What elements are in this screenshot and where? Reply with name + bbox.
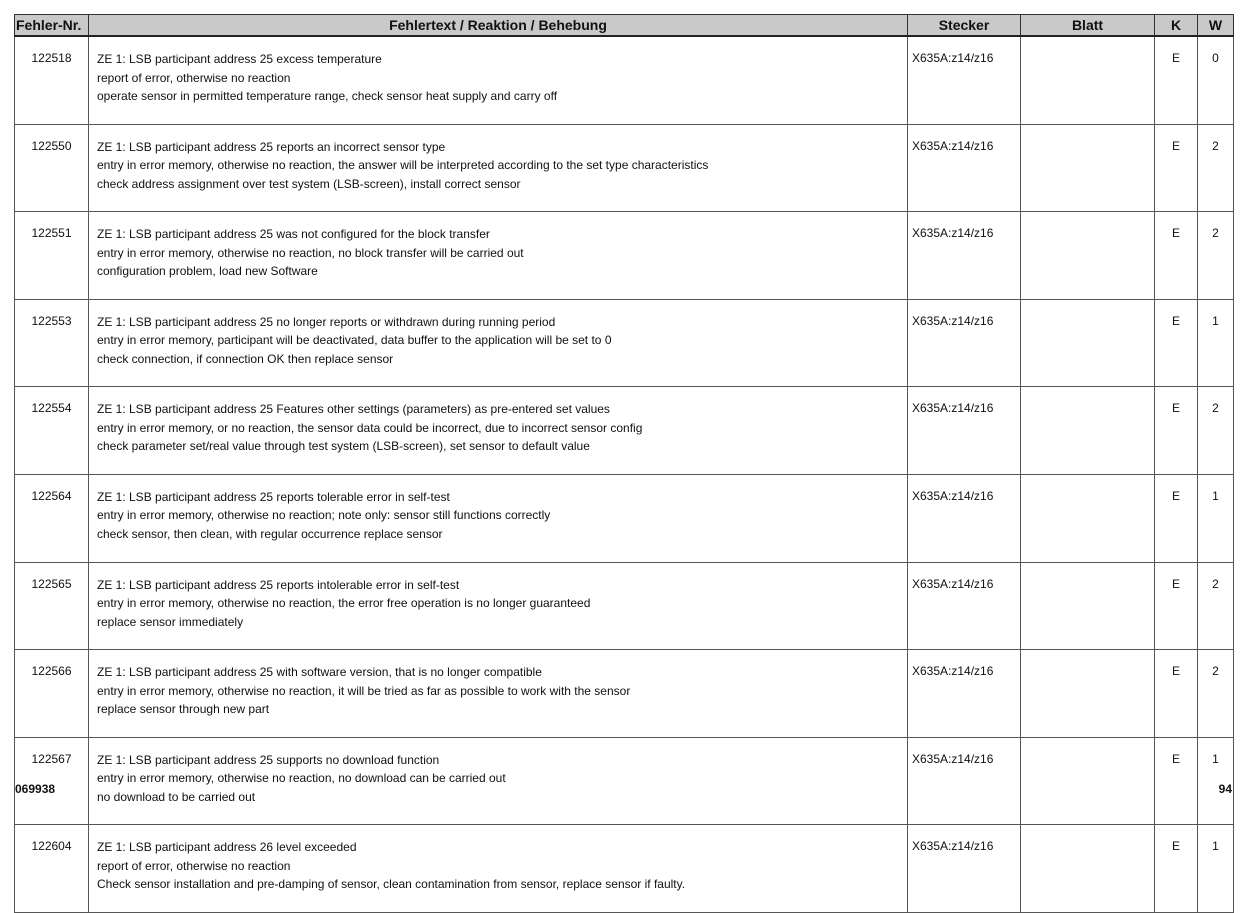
fault-description bbox=[89, 387, 908, 475]
table-row bbox=[15, 650, 1234, 738]
header-fehler-nr: Fehler-Nr. bbox=[15, 15, 89, 37]
fault-remedy: replace sensor through new part bbox=[97, 702, 270, 717]
fault-number: 122566 bbox=[15, 650, 89, 738]
fault-remedy: operate sensor in permitted temperature range, check sensor heat supply and carry off bbox=[97, 89, 558, 103]
fault-reaction: entry in error memory, or no reaction, the sensor data could be incorrect, due to incorrect sensor config bbox=[97, 420, 643, 435]
fault-text: ZE 1: LSB participant address 25 no longer reports or withdrawn during running period bbox=[97, 314, 556, 329]
fault-number: 122551 bbox=[15, 212, 89, 300]
weight-w: 1 bbox=[1198, 474, 1234, 562]
header-blatt: Blatt bbox=[1021, 15, 1155, 37]
fault-remedy: replace sensor immediately bbox=[97, 614, 244, 629]
class-k: E bbox=[1155, 387, 1198, 475]
weight-w: 2 bbox=[1198, 562, 1234, 650]
fault-remedy: check parameter set/real value through test system (LSB-screen), set sensor to default value bbox=[97, 439, 590, 454]
connector: X635A:z14/z16 bbox=[908, 299, 1021, 387]
weight-w: 2 bbox=[1198, 212, 1234, 300]
fault-text: ZE 1: LSB participant address 26 level exceeded bbox=[97, 840, 357, 855]
header-w: W bbox=[1198, 15, 1234, 37]
table-row bbox=[15, 825, 1234, 913]
page-number: 94 bbox=[1218, 782, 1232, 796]
fault-description bbox=[89, 562, 908, 650]
fault-text: ZE 1: LSB participant address 25 supports no download function bbox=[97, 752, 440, 767]
connector: X635A:z14/z16 bbox=[908, 825, 1021, 913]
sheet bbox=[1021, 562, 1155, 650]
document-number: 069938 bbox=[15, 782, 56, 796]
fault-remedy: check sensor, then clean, with regular occurrence replace sensor bbox=[97, 526, 443, 541]
weight-w: 0 bbox=[1198, 36, 1234, 124]
table-header-row bbox=[15, 15, 1234, 37]
fault-description bbox=[89, 299, 908, 387]
fault-text: ZE 1: LSB participant address 25 reports tolerable error in self-test bbox=[97, 489, 450, 504]
fault-description bbox=[89, 36, 908, 124]
fault-remedy: configuration problem, load new Software bbox=[97, 264, 318, 279]
weight-w: 2 bbox=[1198, 124, 1234, 212]
fault-text: ZE 1: LSB participant address 25 excess temperature bbox=[97, 52, 382, 66]
fault-number: 122518 bbox=[15, 36, 89, 124]
fault-text: ZE 1: LSB participant address 25 reports an incorrect sensor type bbox=[97, 139, 446, 154]
fault-reaction: entry in error memory, otherwise no reaction, no block transfer will be carried out bbox=[97, 245, 524, 260]
table-row bbox=[15, 212, 1234, 300]
table-row bbox=[15, 124, 1234, 212]
class-k: E bbox=[1155, 124, 1198, 212]
fault-description bbox=[89, 474, 908, 562]
table-row bbox=[15, 387, 1234, 475]
class-k: E bbox=[1155, 650, 1198, 738]
fault-code-table bbox=[14, 14, 1234, 913]
sheet bbox=[1021, 387, 1155, 475]
header-fehlertext: Fehlertext / Reaktion / Behebung bbox=[89, 15, 908, 37]
fault-description bbox=[89, 737, 908, 825]
class-k: E bbox=[1155, 212, 1198, 300]
fault-remedy: check connection, if connection OK then replace sensor bbox=[97, 351, 394, 366]
weight-w: 1 bbox=[1198, 299, 1234, 387]
sheet bbox=[1021, 474, 1155, 562]
fault-number: 122550 bbox=[15, 124, 89, 212]
connector: X635A:z14/z16 bbox=[908, 36, 1021, 124]
fault-number: 122567 bbox=[15, 737, 89, 825]
connector: X635A:z14/z16 bbox=[908, 562, 1021, 650]
class-k: E bbox=[1155, 36, 1198, 124]
class-k: E bbox=[1155, 825, 1198, 913]
fault-text: ZE 1: LSB participant address 25 reports intolerable error in self-test bbox=[97, 577, 460, 592]
sheet bbox=[1021, 212, 1155, 300]
connector: X635A:z14/z16 bbox=[908, 737, 1021, 825]
sheet bbox=[1021, 299, 1155, 387]
fault-reaction: report of error, otherwise no reaction bbox=[97, 858, 291, 873]
class-k: E bbox=[1155, 562, 1198, 650]
fault-reaction: entry in error memory, otherwise no reaction, it will be tried as far as possible to work with the sensor bbox=[97, 683, 631, 698]
connector: X635A:z14/z16 bbox=[908, 474, 1021, 562]
fault-number: 122554 bbox=[15, 387, 89, 475]
connector: X635A:z14/z16 bbox=[908, 212, 1021, 300]
connector: X635A:z14/z16 bbox=[908, 650, 1021, 738]
fault-reaction: entry in error memory, otherwise no reaction, the answer will be interpreted according to the set type characteristics bbox=[97, 158, 709, 173]
table-row bbox=[15, 562, 1234, 650]
sheet bbox=[1021, 650, 1155, 738]
class-k: E bbox=[1155, 737, 1198, 825]
fault-text: ZE 1: LSB participant address 25 was not configured for the block transfer bbox=[97, 227, 490, 242]
weight-w: 2 bbox=[1198, 387, 1234, 475]
fault-text: ZE 1: LSB participant address 25 Features other settings (parameters) as pre-entered set values bbox=[97, 402, 610, 417]
table-row bbox=[15, 299, 1234, 387]
header-k: K bbox=[1155, 15, 1198, 37]
fault-text: ZE 1: LSB participant address 25 with software version, that is no longer compatible bbox=[97, 665, 542, 680]
sheet bbox=[1021, 737, 1155, 825]
header-stecker: Stecker bbox=[908, 15, 1021, 37]
sheet bbox=[1021, 825, 1155, 913]
table-row bbox=[15, 474, 1234, 562]
class-k: E bbox=[1155, 299, 1198, 387]
fault-description bbox=[89, 825, 908, 913]
sheet bbox=[1021, 36, 1155, 124]
connector: X635A:z14/z16 bbox=[908, 124, 1021, 212]
table-row bbox=[15, 737, 1234, 825]
fault-description bbox=[89, 212, 908, 300]
fault-reaction: entry in error memory, otherwise no reaction, the error free operation is no longer guaranteed bbox=[97, 596, 591, 611]
fault-number: 122604 bbox=[15, 825, 89, 913]
fault-reaction: entry in error memory, otherwise no reaction, no download can be carried out bbox=[97, 771, 506, 786]
weight-w: 1 bbox=[1198, 737, 1234, 825]
fault-reaction: entry in error memory, participant will be deactivated, data buffer to the application will be set to 0 bbox=[97, 333, 612, 348]
fault-remedy: check address assignment over test system (LSB-screen), install correct sensor bbox=[97, 176, 521, 191]
fault-remedy: Check sensor installation and pre-damping of sensor, clean contamination from sensor, replace sensor if faulty. bbox=[97, 877, 686, 892]
weight-w: 2 bbox=[1198, 650, 1234, 738]
fault-description bbox=[89, 124, 908, 212]
sheet bbox=[1021, 124, 1155, 212]
fault-number: 122564 bbox=[15, 474, 89, 562]
class-k: E bbox=[1155, 474, 1198, 562]
fault-number: 122553 bbox=[15, 299, 89, 387]
fault-reaction: report of error, otherwise no reaction bbox=[97, 70, 291, 85]
fault-number: 122565 bbox=[15, 562, 89, 650]
fault-remedy: no download to be carried out bbox=[97, 789, 256, 804]
fault-reaction: entry in error memory, otherwise no reaction; note only: sensor still functions correctly bbox=[97, 508, 551, 523]
fault-description bbox=[89, 650, 908, 738]
weight-w: 1 bbox=[1198, 825, 1234, 913]
table-row bbox=[15, 36, 1234, 124]
connector: X635A:z14/z16 bbox=[908, 387, 1021, 475]
